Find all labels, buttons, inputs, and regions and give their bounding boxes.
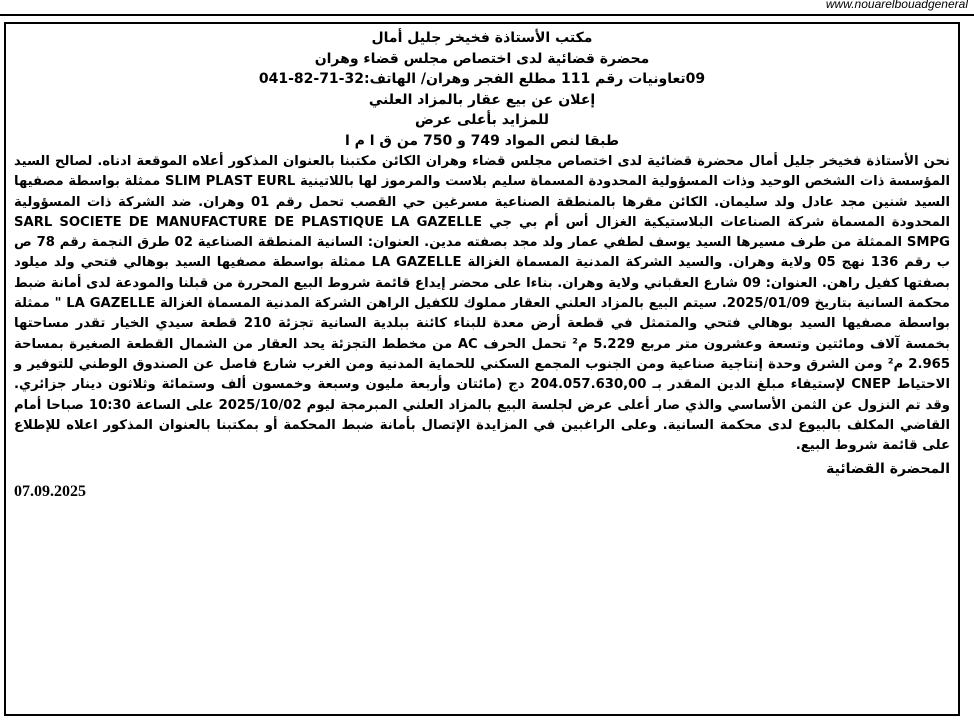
page-top-strip: [0, 0, 974, 16]
signature: المحضرة القضائية: [826, 461, 950, 478]
source-url: www.nouarelbouadgeneral: [825, 0, 968, 11]
announcement-body: نحن الأستاذة فخيخر جليل أمال محضرة قضائية لدى اختصاص مجلس قضاء وهران الكائن مكتبنا بالعنوان المذكور أعلاه الموقعة ادناه. لصالح السيد المؤسسة ذات الشخص الوحيد وذات المسؤولية المحدودة المسماة سليم بلاست والمرموز لها باللاتينية SLIM PLAST EURL ممثلة بواسطة مصفيها السيد شنين مجد عادل ولد سليمان. الكائن مقرها بالمنطقة الصناعية مسرغين حي القصب تحمل رقم 01 وهران. ضد الشركة ذات المسؤولية المحدودة المسماة شركة الصناعات البلاستيكية الغزال أس أم بي جي SARL SOCIETE DE MANUFACTURE DE PLASTIQUE LA GAZELLE SMPG الممثلة من طرف مسيرها السيد يوسف لطفي عمار ولد مجد بصفته مدين. العنوان: السانية المنطقة الصناعية 02 طرق النجمة رقم 78 ص ب رقم 136 نهج 05 ولاية وهران. والسيد الشركة المدنية المسماة الغزالة LA GAZELLE ممثلة بواسطة مصفيها السيد بوهالي فتحي ولد ميلود بصفتها كفيل راهن. العنوان: 09 شارع العقباني ولاية وهران. بناءا على محضر إيداع قائمة شروط البيع المحررة من قبلنا والمودعة لدى أمانة ضبط محكمة السانية بتاريخ 2025/01/09. سيتم البيع بالمزاد العلني العقار مملوك للكفيل الراهن الشركة المدنية المسماة الغزالة LA GAZELLE " ممثلة بواسطة مصفيها السيد بوهالي فتحي والمتمثل في قطعة أرض معدة للبناء كائنة ببلدية السانية تجزئة 210 قطعة سيدي الخيار تقدر مساحتها بخمسة آلاف ومائتين وتسعة وعشرون متر مربع 5.229 م² تحمل الحرف AC من مخطط التجزئة يحد العقار من الشمال القطعة الصغيرة بمساحة 2.965 م² ومن الشرق وحدة إنتاجية صناعية ومن الجنوب المجمع السكني للحماية المدنية ومن الغرب شارع فاصل عن الصندوق الوطني للتوفير و الاحتياط CNEP لإستيفاء مبلغ الدين المقدر بـ 204.057.630,00 دج (مائتان وأربعة مليون وسبعة وخمسون ألف وستمائة وثلاثون دينار جزائري. وقد تم النزول عن الثمن الأساسي والذي صار أعلى عرض لجلسة البيع بالمزاد العلني المبرمجة ليوم 2025/10/02 على الساعة 10:30 صباحا أمام القاضي المكلف بالبيوع لدى محكمة السانية. وعلى الراغبين في المزايدة الإتصال بأمانة ضبط المحكمة أو بمكتبنا بالعنوان المذكور اعلاه للإطلاع على قائمة شروط البيع.: [14, 154, 950, 454]
announcement-content: [14, 28, 950, 710]
office-address-phone: 09تعاونيات رقم 111 مطلع الفجر وهران/ الهاتف:32-71-82-041: [258, 71, 706, 87]
office-jurisdiction: محضرة قضائية لدى اختصاص مجلس قضاء وهران: [314, 50, 650, 67]
announcement-title: إعلان عن بيع عقار بالمزاد العلني: [368, 91, 596, 108]
top-rule: [0, 14, 974, 16]
announcement-frame: [4, 22, 960, 716]
announcement-subtitle: للمزايد بأعلى عرض: [414, 112, 550, 128]
announcement-date: 07.09.2025: [14, 483, 86, 501]
legal-basis: طبقا لنص المواد 749 و 750 من ق ا م ا: [344, 132, 620, 149]
office-name: مكتب الأستاذة فخيخر جليل أمال: [371, 30, 593, 46]
